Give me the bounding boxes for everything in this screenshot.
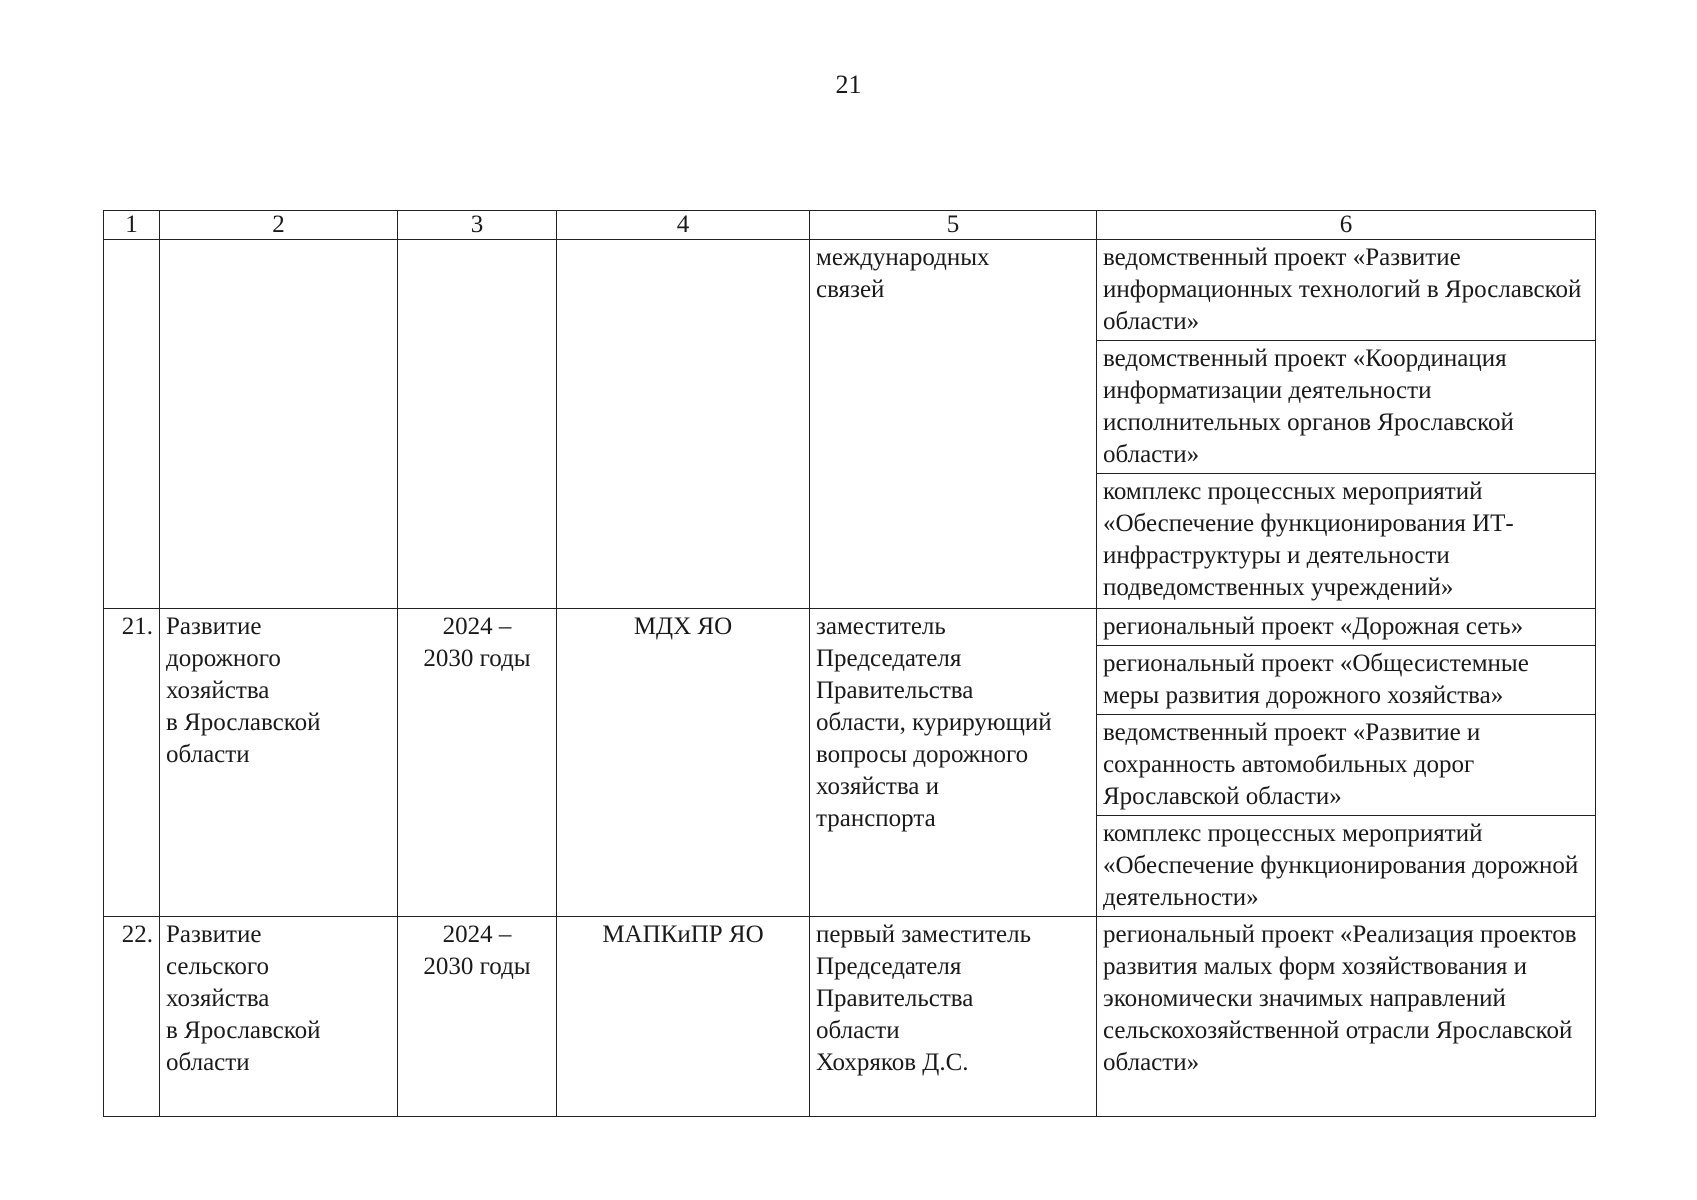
- project-cell: ведомственный проект «Развитие информационных технологий в Ярославской области»: [1097, 240, 1596, 341]
- header-row: [104, 211, 1596, 240]
- program-name-cell: Развитие дорожного хозяйства в Ярославской области: [160, 609, 398, 917]
- program-name-cell: Развитие сельского хозяйства в Ярославской области: [160, 917, 398, 1117]
- responsible-cell: заместитель Председателя Правительства области, курирующий вопросы дорожного хозяйства и транспорта: [810, 609, 1097, 917]
- col-header-3: 3: [398, 211, 557, 240]
- project-cell: ведомственный проект «Координация информатизации деятельности исполнительных органов Ярославской области»: [1097, 341, 1596, 474]
- project-cell: комплекс процессных мероприятий «Обеспечение функционирования ИТ-инфраструктуры и деятельности подведомственных учреждений»: [1097, 474, 1596, 609]
- project-cell: региональный проект «Дорожная сеть»: [1097, 609, 1596, 646]
- page-number: 21: [835, 70, 862, 99]
- period-cell: [398, 240, 557, 609]
- col-header-2: 2: [160, 211, 398, 240]
- row-number-cell: [104, 240, 160, 609]
- col-header-5: 5: [810, 211, 1097, 240]
- project-cell: региональный проект «Общесистемные меры развития дорожного хозяйства»: [1097, 646, 1596, 715]
- responsible-cell: первый заместитель Председателя Правительства области Хохряков Д.С.: [810, 917, 1097, 1117]
- table-row: [104, 240, 1596, 341]
- project-cell: комплекс процессных мероприятий «Обеспечение функционирования дорожной деятельности»: [1097, 816, 1596, 917]
- project-cell: региональный проект «Реализация проектов развития малых форм хозяйствования и экономически значимых направлений сельскохозяйственной отрасли Ярославской области»: [1097, 917, 1596, 1117]
- col-header-6: 6: [1097, 211, 1596, 240]
- program-name-cell: [160, 240, 398, 609]
- row-number-cell: 21.: [104, 609, 160, 917]
- programs-table: [103, 210, 1596, 1117]
- executor-cell: МДХ ЯО: [557, 609, 810, 917]
- executor-cell: [557, 240, 810, 609]
- table-row: [104, 917, 1596, 1117]
- row-number-cell: 22.: [104, 917, 160, 1117]
- period-cell: 2024 – 2030 годы: [398, 917, 557, 1117]
- responsible-cell: международных связей: [810, 240, 1097, 609]
- table-row: [104, 609, 1596, 646]
- project-cell: ведомственный проект «Развитие и сохранность автомобильных дорог Ярославской области»: [1097, 715, 1596, 816]
- period-cell: 2024 – 2030 годы: [398, 609, 557, 917]
- col-header-4: 4: [557, 211, 810, 240]
- executor-cell: МАПКиПР ЯО: [557, 917, 810, 1117]
- col-header-1: 1: [104, 211, 160, 240]
